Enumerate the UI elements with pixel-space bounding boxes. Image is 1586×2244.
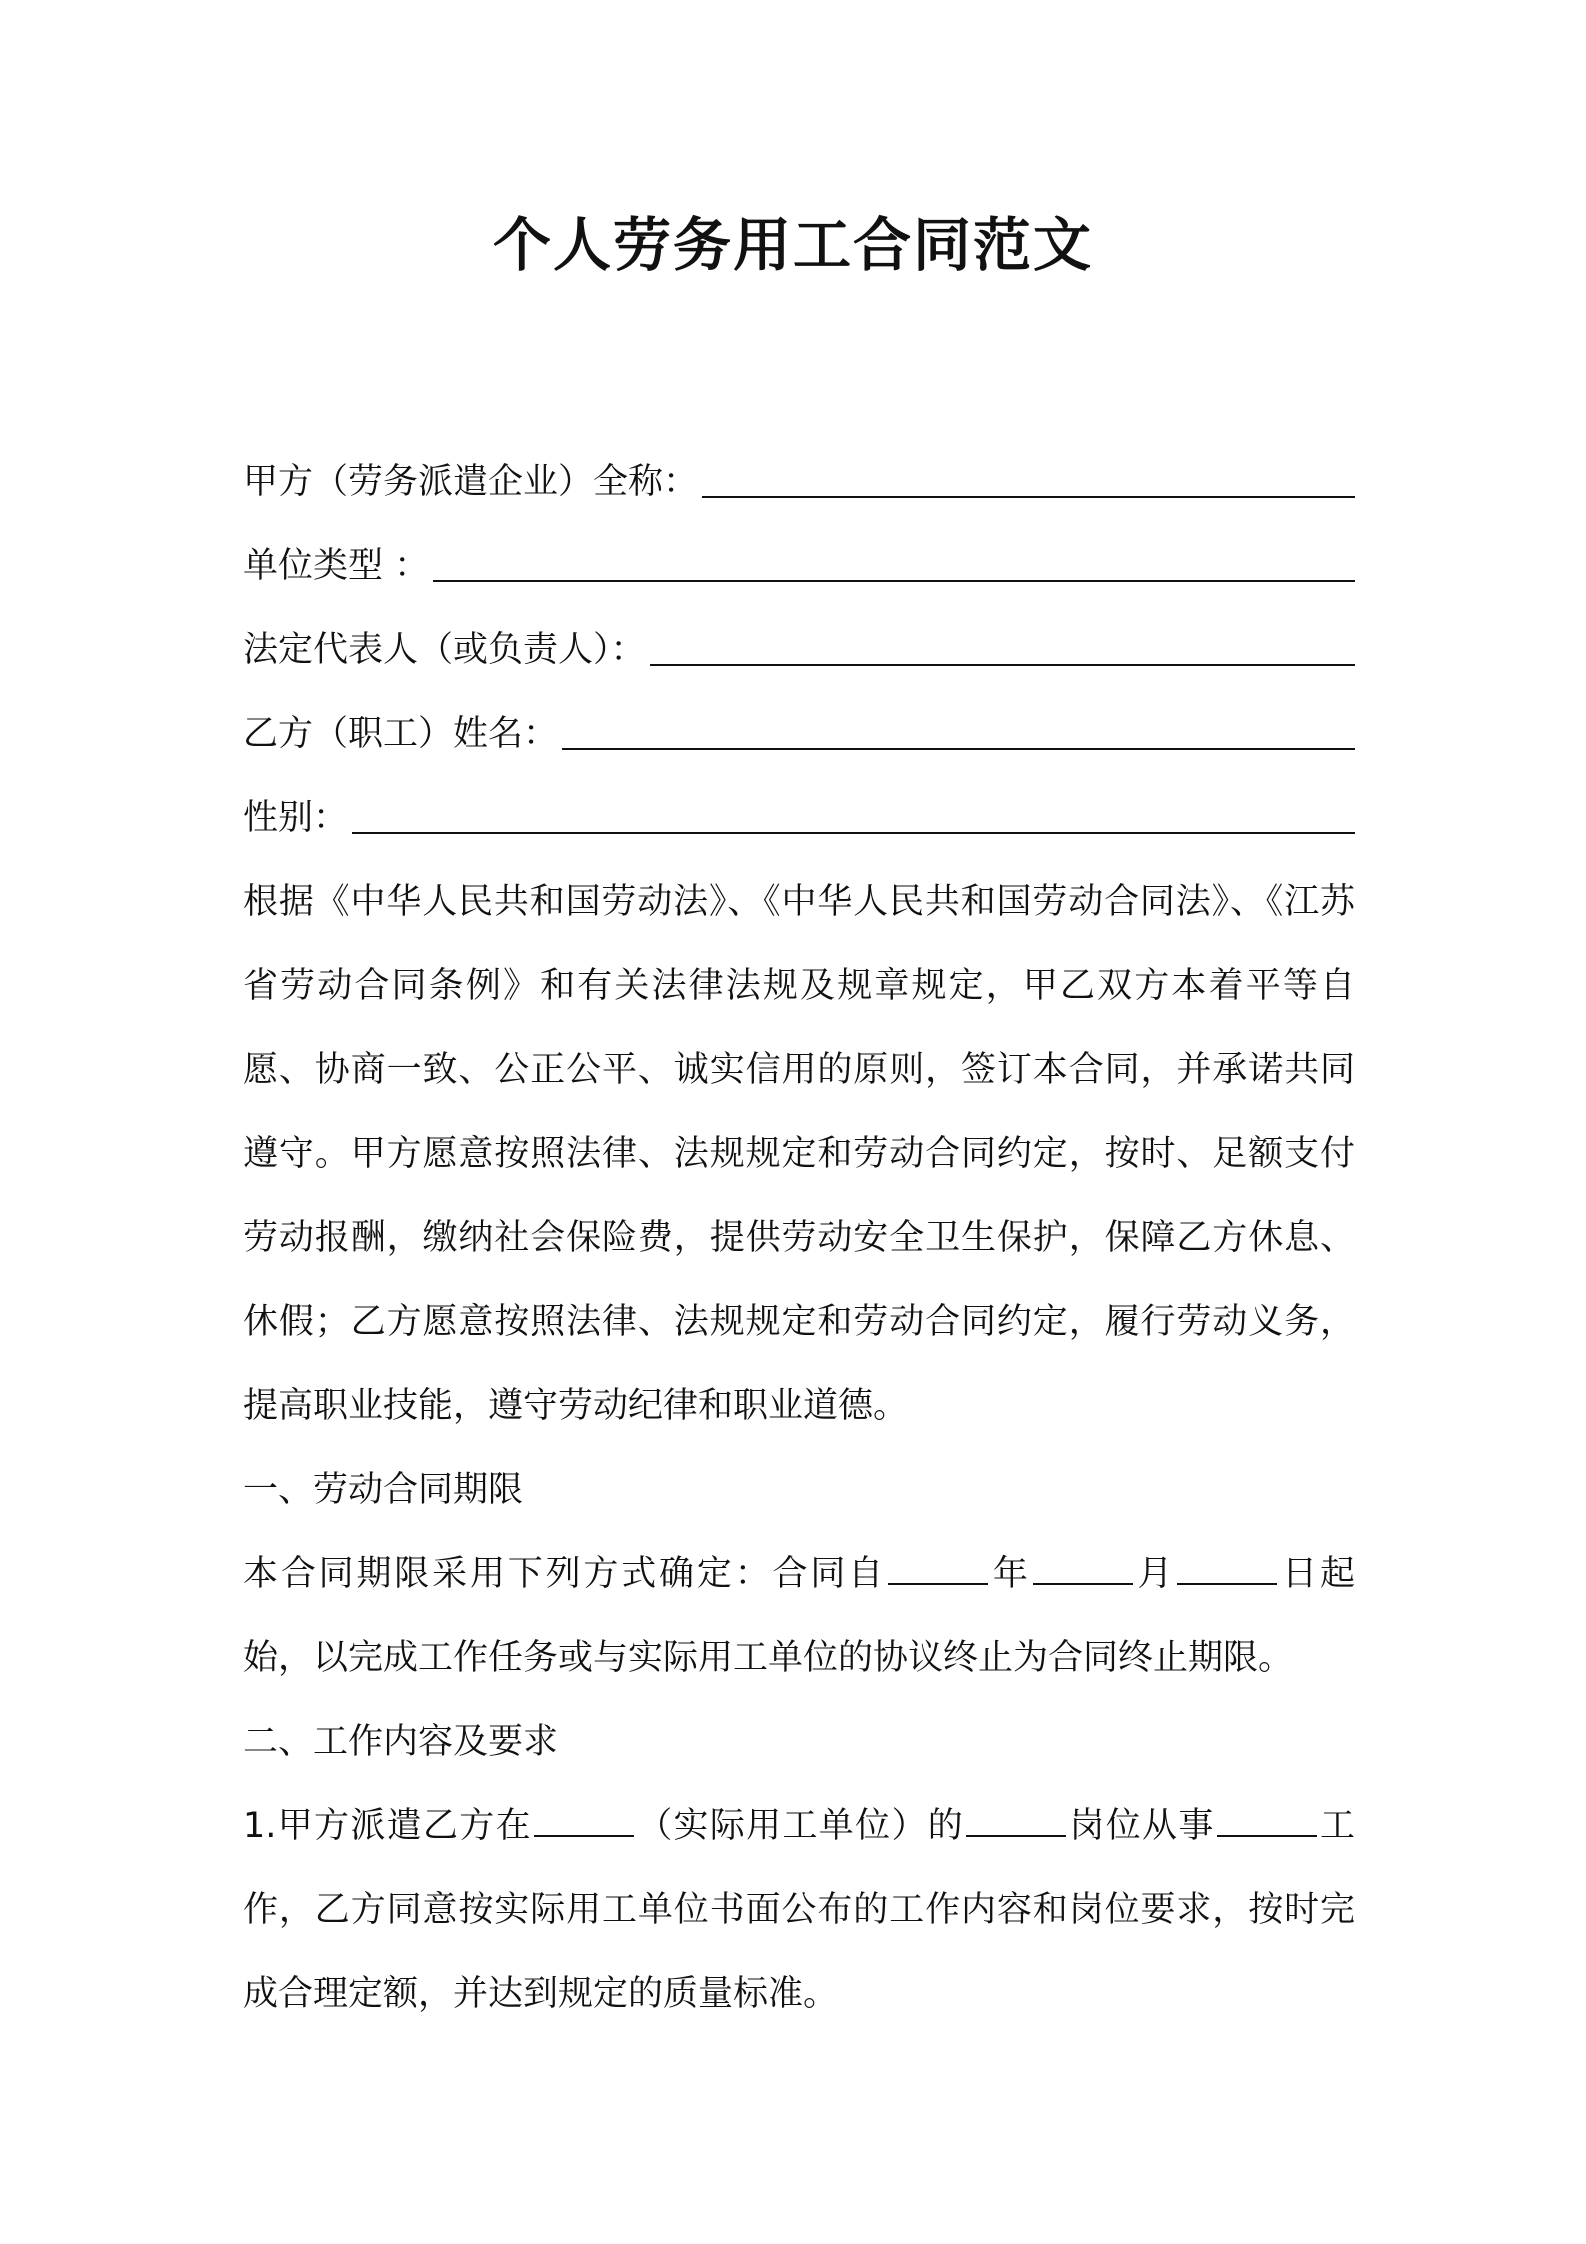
month-blank [1033, 1553, 1133, 1585]
section-1-text-b: 年 [990, 1554, 1031, 1594]
field-party-a-name [243, 440, 1355, 524]
fill-in-line [650, 663, 1355, 666]
field-label: 乙方（职工）姓名： [243, 714, 559, 754]
section-2-text-d: 工作，乙方同意按实际用工单位书面公布的工作内容和岗位要求，按时完成合理定额，并达到规定的质量标准。 [243, 1806, 1355, 2014]
field-label: 性别： [243, 798, 349, 838]
section-1-text-c: 月 [1134, 1554, 1176, 1594]
section-2-paragraph [243, 1784, 1355, 2036]
fill-in-line [433, 579, 1355, 582]
field-party-b-name [243, 692, 1355, 776]
field-unit-type [243, 524, 1355, 608]
field-legal-representative [243, 608, 1355, 692]
fill-in-line [352, 831, 1355, 834]
work-blank [1217, 1805, 1317, 1837]
section-1-paragraph [243, 1532, 1355, 1700]
field-gender [243, 776, 1355, 860]
position-blank [966, 1805, 1066, 1837]
fill-in-line [562, 747, 1355, 750]
section-1-heading: 一、劳动合同期限 [243, 1470, 524, 1510]
document-body [243, 440, 1355, 2036]
section-2-heading: 二、工作内容及要求 [243, 1722, 559, 1762]
document-title: 个人劳务用工合同范文 [492, 211, 1093, 279]
section-2-text-b: （实际用工单位）的 [635, 1806, 965, 1846]
field-label: 法定代表人（或负责人）： [243, 630, 646, 670]
day-blank [1177, 1553, 1277, 1585]
fill-in-line [702, 495, 1355, 498]
year-blank [888, 1553, 988, 1585]
preamble-paragraph: 根据《中华人民共和国劳动法》、《中华人民共和国劳动合同法》、《江苏省劳动合同条例》和有关法律法规及规章规定，甲乙双方本着平等自愿、协商一致、公正公平、诚实信用的原则，签订本合同，并承诺共同遵守。甲方愿意按照法律、法规规定和劳动合同约定，按时、足额支付劳动报酬，缴纳社会保险费，提供劳动安全卫生保护，保障乙方休息、休假；乙方愿意按照法律、法规规定和劳动合同约定，履行劳动义务，提高职业技能，遵守劳动纪律和职业道德。 [243, 882, 1355, 1426]
employer-blank [534, 1805, 634, 1837]
section-1-text-a: 本合同期限采用下列方式确定：合同自 [243, 1554, 886, 1594]
field-label: 甲方（劳务派遣企业）全称： [243, 462, 699, 502]
field-label: 单位类型 ： [243, 546, 430, 586]
section-1-text-d: 日起始，以完成工作任务或与实际用工单位的协议终止为合同终止期限。 [243, 1554, 1355, 1678]
section-2-text-c: 岗位从事 [1068, 1806, 1215, 1846]
section-2-text-a: 1.甲方派遣乙方在 [243, 1806, 532, 1846]
